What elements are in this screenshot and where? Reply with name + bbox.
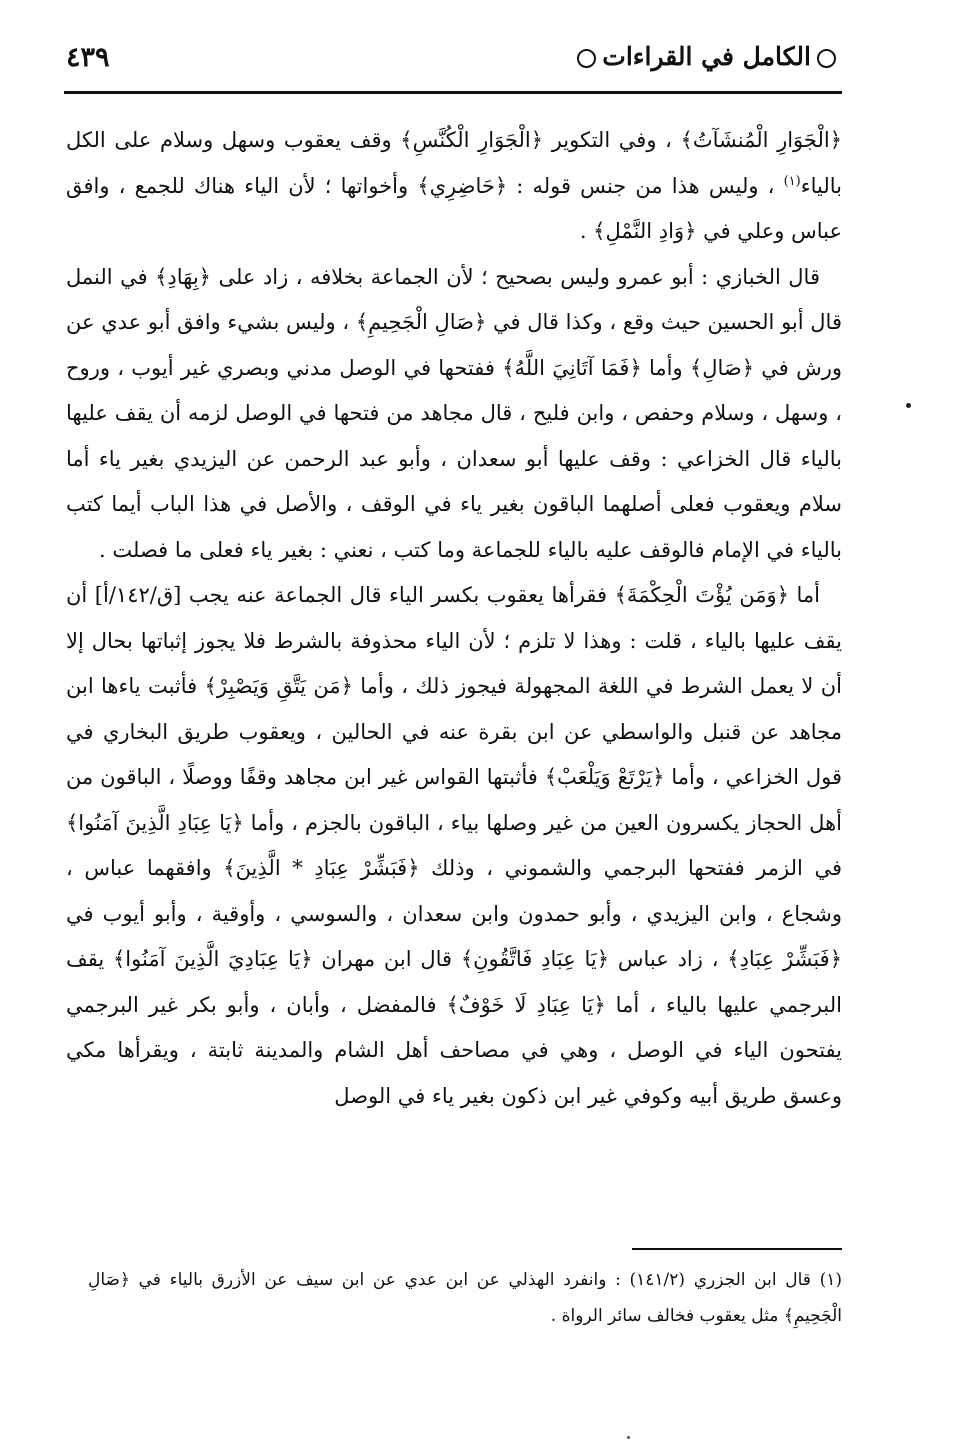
running-title-text: الكامل في القراءات <box>602 42 811 71</box>
paragraph-3: أما ﴿وَمَن يُؤْتَ الْحِكْمَةَ﴾ فقرأها يعقوب بكسر الياء قال الجماعة عنه يجب [ق/١٤٢/أ] أن يقف عليها بالياء ، قلت : وهذا لا تلزم ؛ لأن الياء محذوفة بالشرط فلا يجوز إثباتها بحال إلا أن لا يعمل الشرط في اللغة المجهولة فيجوز ذلك ، وأما ﴿مَن يَتَّقِ وَيَصْبِرْ﴾ فأثبت ياءها ابن مجاهد عن قنبل والواسطي عن ابن بقرة عنه في الحالين ، ويعقوب طريق البخاري في قول الخزاعي ، وأما ﴿يَرْتَعْ وَيَلْعَبْ﴾ فأثبتها القواس غير ابن مجاهد وقفًا ووصلًا ، الباقون من أهل الحجاز يكسرون العين من غير وصلها بياء ، الباقون بالجزم ، وأما ﴿يَا عِبَادِ الَّذِينَ آمَنُوا﴾ في الزمر ففتحها البرجمي والشموني ، وذلك ﴿فَبَشِّرْ عِبَادِ * الَّذِينَ﴾ وافقهما عباس ، وشجاع ، وابن اليزيدي ، وأبو حمدون وابن سعدان ، والسوسي ، وأوقية ، وأبو أيوب في ﴿فَبَشِّرْ عِبَادِ﴾ ، زاد عباس ﴿يَا عِبَادِ فَاتَّقُونِ﴾ قال ابن مهران ﴿يَا عِبَادِيَ الَّذِينَ آمَنُوا﴾ يقف البرجمي عليها بالياء ، أما ﴿يَا عِبَادِ لَا خَوْفٌ﴾ فالمفضل ، وأبان ، وأبو بكر غير البرجمي يفتحون الياء في الوصل ، وهي في مصاحف أهل الشام والمدينة ثابتة ، ويقرأها مكي وعسق طريق أبيه وكوفي غير ابن ذكون بغير ياء في الوصل <box>66 583 842 1108</box>
page-number: ٤٣٩ <box>66 42 110 73</box>
footnote-reference: (١) <box>783 173 801 189</box>
paragraph-1-continuation: ، وليس هذا من جنس قوله : ﴿حَاضِرِي﴾ وأخواتها ؛ لأن الياء هناك للجمع ، وافق عباس وعلي في ﴿وَادِ النَّمْلِ﴾ . <box>66 173 842 243</box>
footnote-divider <box>632 1248 842 1250</box>
margin-mark <box>906 403 911 408</box>
ornament-circle-icon <box>817 49 836 68</box>
footnote: (١) قال ابن الجزري (١٤١/٢) : وانفرد الهذلي عن ابن عدي عن ابن سيف عن الأزرق بالياء في ﴿صَالِ الْجَحِيمِ﴾ مثل يعقوب فخالف سائر الرواة . <box>88 1270 842 1326</box>
paragraph-1-text: ﴿الْجَوَارِ الْمُنشَآتُ﴾ ، وفي التكوير ﴿الْجَوَارِ الْكُنَّسِ﴾ وقف يعقوب وسهل وسلام على الكل بالياء <box>66 128 842 198</box>
running-title <box>571 42 842 71</box>
page-header <box>64 38 842 88</box>
paragraph-1 <box>66 118 842 255</box>
ornament-circle-icon <box>577 49 596 68</box>
main-text <box>66 118 842 1119</box>
header-rule <box>64 91 842 94</box>
scan-speck <box>627 1436 630 1439</box>
paragraph-2: قال الخبازي : أبو عمرو وليس بصحيح ؛ لأن الجماعة بخلافه ، زاد على ﴿بِهَادِ﴾ في النمل قال أبو الحسين حيث وقع ، وكذا قال في ﴿صَالِ الْجَحِيمِ﴾ ، وليس بشيء وافق أبو عدي عن ورش في ﴿صَالِ﴾ وأما ﴿فَمَا آتَانِيَ اللَّهُ﴾ ففتحها في الوصل مدني وبصري غير أيوب ، وروح ، وسهل ، وسلام وحفص ، وابن فليح ، قال مجاهد من فتحها في الوصل لزمه أن يقف عليها بالياء قال الخزاعي : وقف عليها أبو سعدان ، وأبو عبد الرحمن عن اليزيدي بغير ياء أما سلام ويعقوب فعلى أصلهما الباقون بغير ياء في الوقف ، والأصل في هذا الباب أيما كتب بالياء في الإمام فالوقف عليه بالياء للجماعة وما كتب ، نعني : بغير ياء فعلى ما فصلت . <box>66 264 843 562</box>
